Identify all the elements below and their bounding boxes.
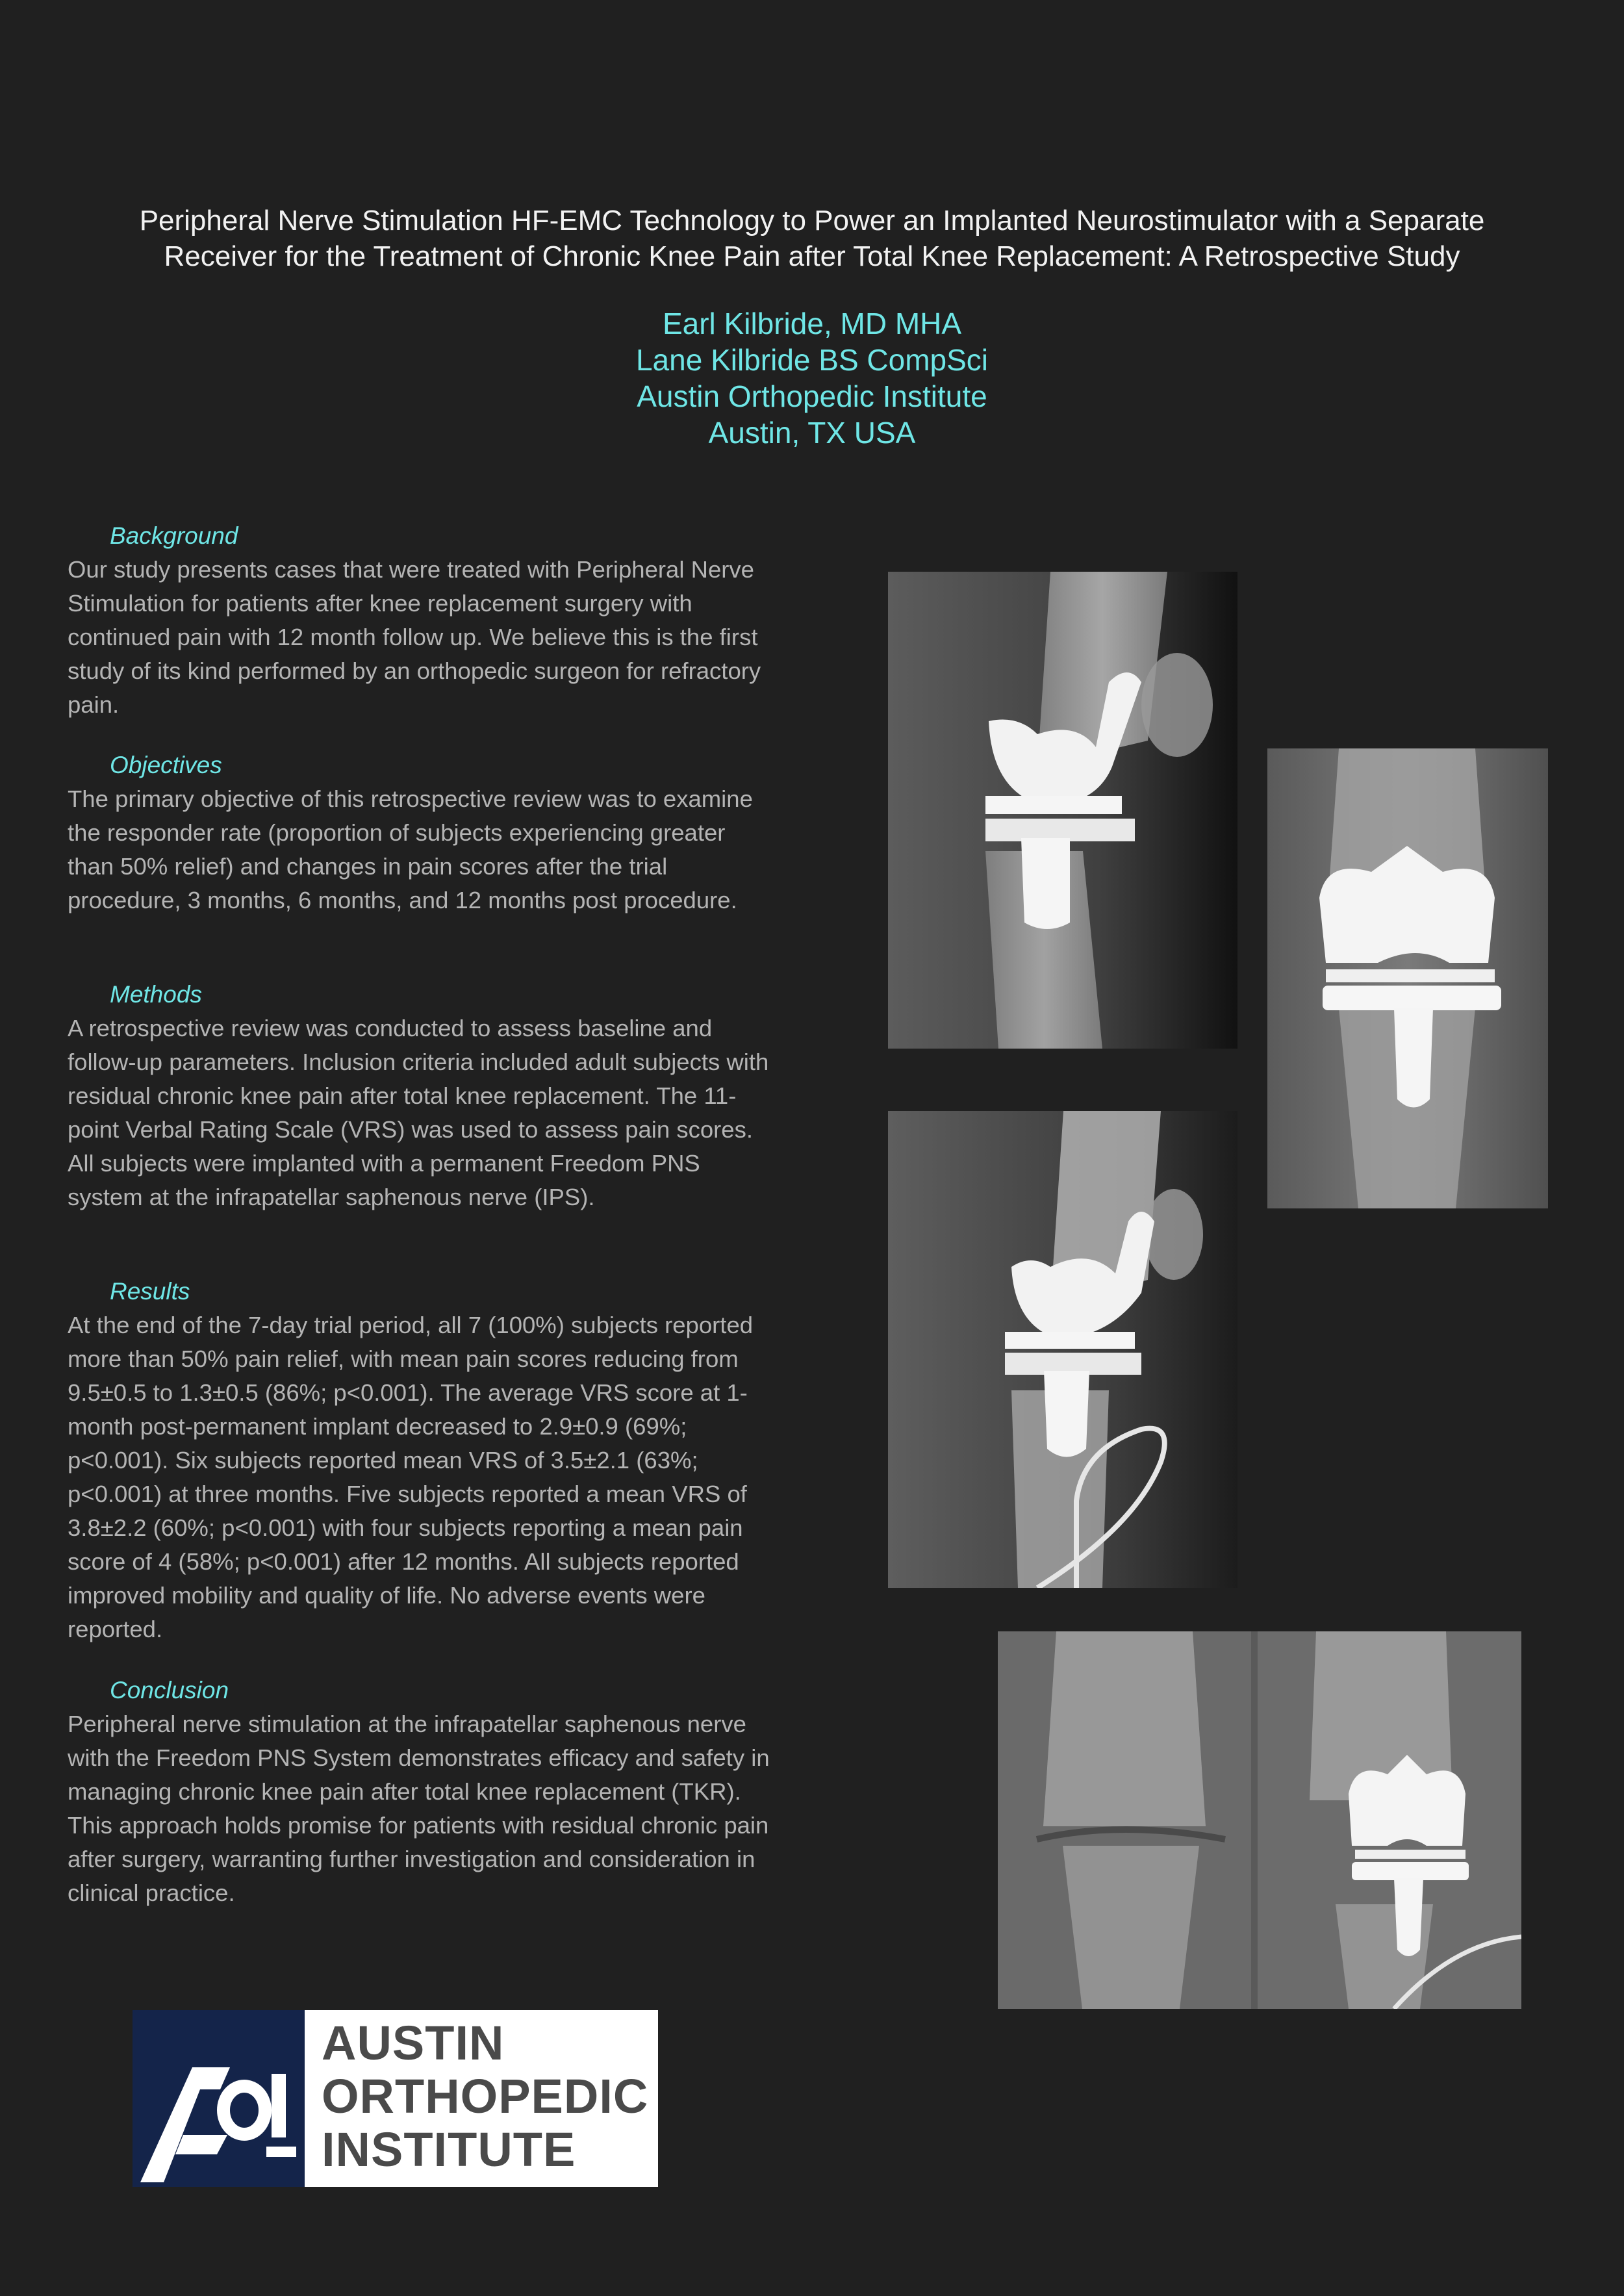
author-2: Lane Kilbride BS CompSci [635, 343, 989, 377]
poster-title [65, 203, 1559, 274]
logo-line-2: ORTHOPEDIC [322, 2069, 649, 2123]
xray-ap-knee [1267, 748, 1548, 1208]
objectives-text: The primary objective of this retrospective review was to examine the responder rate (proportion of subjects experiencing greater than 50% relief) and changes in pain scores after the trial procedure, 3 months, 6 months, and 12 months post procedure. [68, 785, 753, 913]
methods-text: A retrospective review was conducted to assess baseline and follow-up parameters. Inclusion criteria included adult subjects with residual chronic knee pain after total knee replacement. The 11-point Verbal Rating Scale (VRS) was used to assess pain scores. All subjects were implanted with a permanent Freedom PNS system at the infrapatellar saphenous nerve (IPS). [68, 1015, 769, 1210]
author-1: Earl Kilbride, MD MHA [662, 307, 962, 340]
aoi-logo-text [322, 2017, 648, 2176]
logo-line-1: AUSTIN [322, 2016, 505, 2070]
logo-line-3: INSTITUTE [322, 2123, 576, 2176]
background-heading: Background [110, 522, 238, 549]
institution: Austin Orthopedic Institute [637, 379, 987, 413]
methods-heading: Methods [110, 981, 202, 1008]
results-text: At the end of the 7-day trial period, all 7 (100%) subjects reported more than 50% pain relief, with mean pain scores reducing from 9.5±0.5 to 1.3±0.5 (86%; p<0.001). The average VRS score at 1-month post-permanent implant decreased to 2.9±0.9 (69%; p<0.001). Six subjects reported mean VRS of 3.5±2.1 (63%; p<0.001) at three months. Five subjects reported a mean VRS of 3.8±2.2 (60%; p<0.001) with four subjects reporting a mean pain score of 4 (58%; p<0.001) after 12 months. All subjects reported improved mobility and quality of life. No adverse events were reported. [68, 1312, 754, 1642]
title-line-1: Peripheral Nerve Stimulation HF-EMC Technology to Power an Implanted Neurostimulator with a Separate [139, 205, 1485, 236]
objectives-heading: Objectives [110, 752, 222, 778]
xray-lateral-knee-2 [888, 1111, 1237, 1588]
location: Austin, TX USA [708, 416, 916, 450]
aoi-logo [133, 2010, 658, 2187]
conclusion-text: Peripheral nerve stimulation at the infrapatellar saphenous nerve with the Freedom PNS System demonstrates efficacy and safety in managing chronic knee pain after total knee replacement (TKR). This approach holds promise for patients with residual chronic pain after surgery, warranting further investigation and consideration in clinical practice. [68, 1711, 770, 1906]
aoi-logo-mark [133, 2010, 305, 2187]
title-line-2: Receiver for the Treatment of Chronic Knee Pain after Total Knee Replacement: A Retrospective Study [164, 240, 1460, 272]
author-block [455, 305, 1169, 451]
conclusion-heading: Conclusion [110, 1677, 229, 1703]
background-text: Our study presents cases that were treated with Peripheral Nerve Stimulation for patients after knee replacement surgery with continued pain with 12 month follow up. We believe this is the first study of its kind performed by an orthopedic surgeon for refractory pain. [68, 556, 761, 718]
results-heading: Results [110, 1278, 190, 1305]
xray-lateral-knee-1 [888, 572, 1237, 1049]
xray-bilateral-knees [998, 1631, 1521, 2009]
